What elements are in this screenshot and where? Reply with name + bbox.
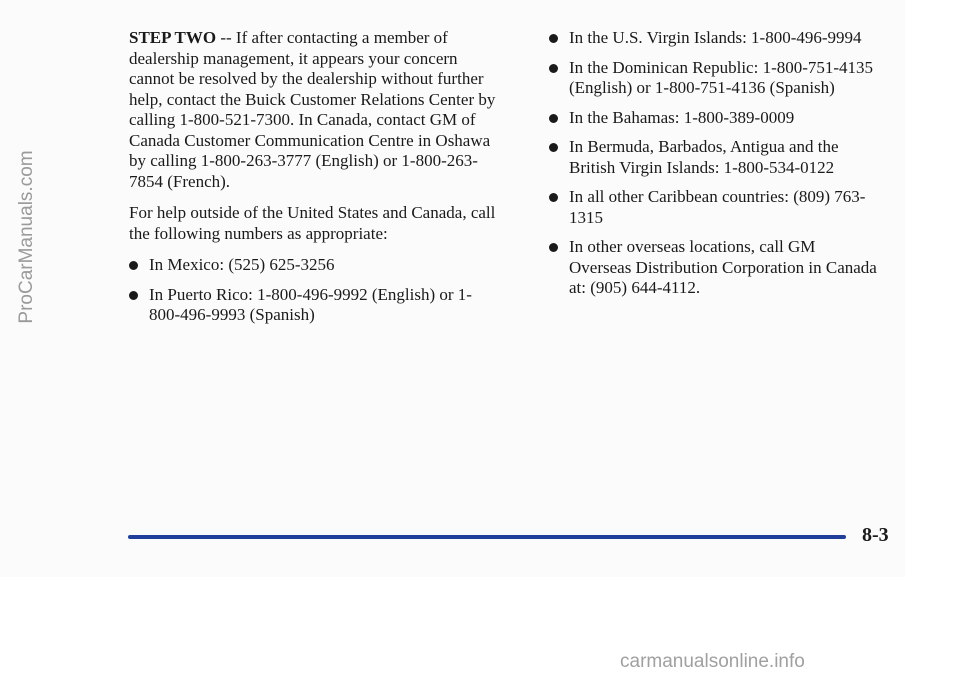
list-item-text: In the Dominican Republic: 1-800-751-4135 (English) or 1-800-751-4136 (Spanish) <box>569 57 874 97</box>
step-two-paragraph <box>129 28 501 192</box>
list-item-text: In the Bahamas: 1-800-389-0009 <box>569 107 795 127</box>
list-item-text: In the U.S. Virgin Islands: 1-800-496-9994 <box>569 28 862 47</box>
side-watermark-text: ProCarManuals.com <box>16 150 37 324</box>
left-column <box>129 28 501 335</box>
bullet-icon <box>549 64 558 73</box>
bullet-icon <box>129 261 138 270</box>
list-item <box>549 28 879 49</box>
list-item <box>549 187 879 228</box>
left-bullet-list <box>129 255 501 326</box>
list-item <box>549 137 879 178</box>
right-column <box>549 28 879 308</box>
list-item-text: In other overseas locations, call GM Overseas Distribution Corporation in Canada at: (905) 644-4112. <box>569 237 877 297</box>
list-item <box>549 237 879 299</box>
bullet-icon <box>549 193 558 202</box>
page-number: 8-3 <box>862 524 889 546</box>
list-item <box>129 255 501 276</box>
bottom-watermark: carmanualsonline.info <box>620 651 805 672</box>
bullet-icon <box>549 114 558 123</box>
bullet-icon <box>549 243 558 252</box>
right-bullet-list <box>549 28 879 299</box>
list-item-text: In Puerto Rico: 1-800-496-9992 (English) or 1-800-496-9993 (Spanish) <box>149 284 472 324</box>
bullet-icon <box>129 291 138 300</box>
footer-rule <box>128 535 846 539</box>
list-item-text: In Mexico: (525) 625-3256 <box>149 255 335 274</box>
side-watermark <box>14 92 40 382</box>
list-item-text: In all other Caribbean countries: (809) 763-1315 <box>569 187 866 227</box>
bullet-icon <box>549 34 558 43</box>
list-item-text: In Bermuda, Barbados, Antigua and the British Virgin Islands: 1-800-534-0122 <box>569 137 839 177</box>
list-item <box>129 285 501 326</box>
step-two-body: -- If after contacting a member of dealership management, it appears your concern cannot be resolved by the dealership without further help, contact the Buick Customer Relations Center by calling 1-800-521-7300. In Canada, contact GM of Canada Customer Communication Centre in Oshawa by calling 1-800-263-3777 (English) or 1-800-263-7854 (French). <box>129 28 496 191</box>
list-item <box>549 108 879 129</box>
step-two-label: STEP TWO <box>129 28 217 47</box>
intro-paragraph: For help outside of the United States and Canada, call the following numbers as appropriate: <box>129 203 496 243</box>
list-item <box>549 58 879 99</box>
bullet-icon <box>549 143 558 152</box>
